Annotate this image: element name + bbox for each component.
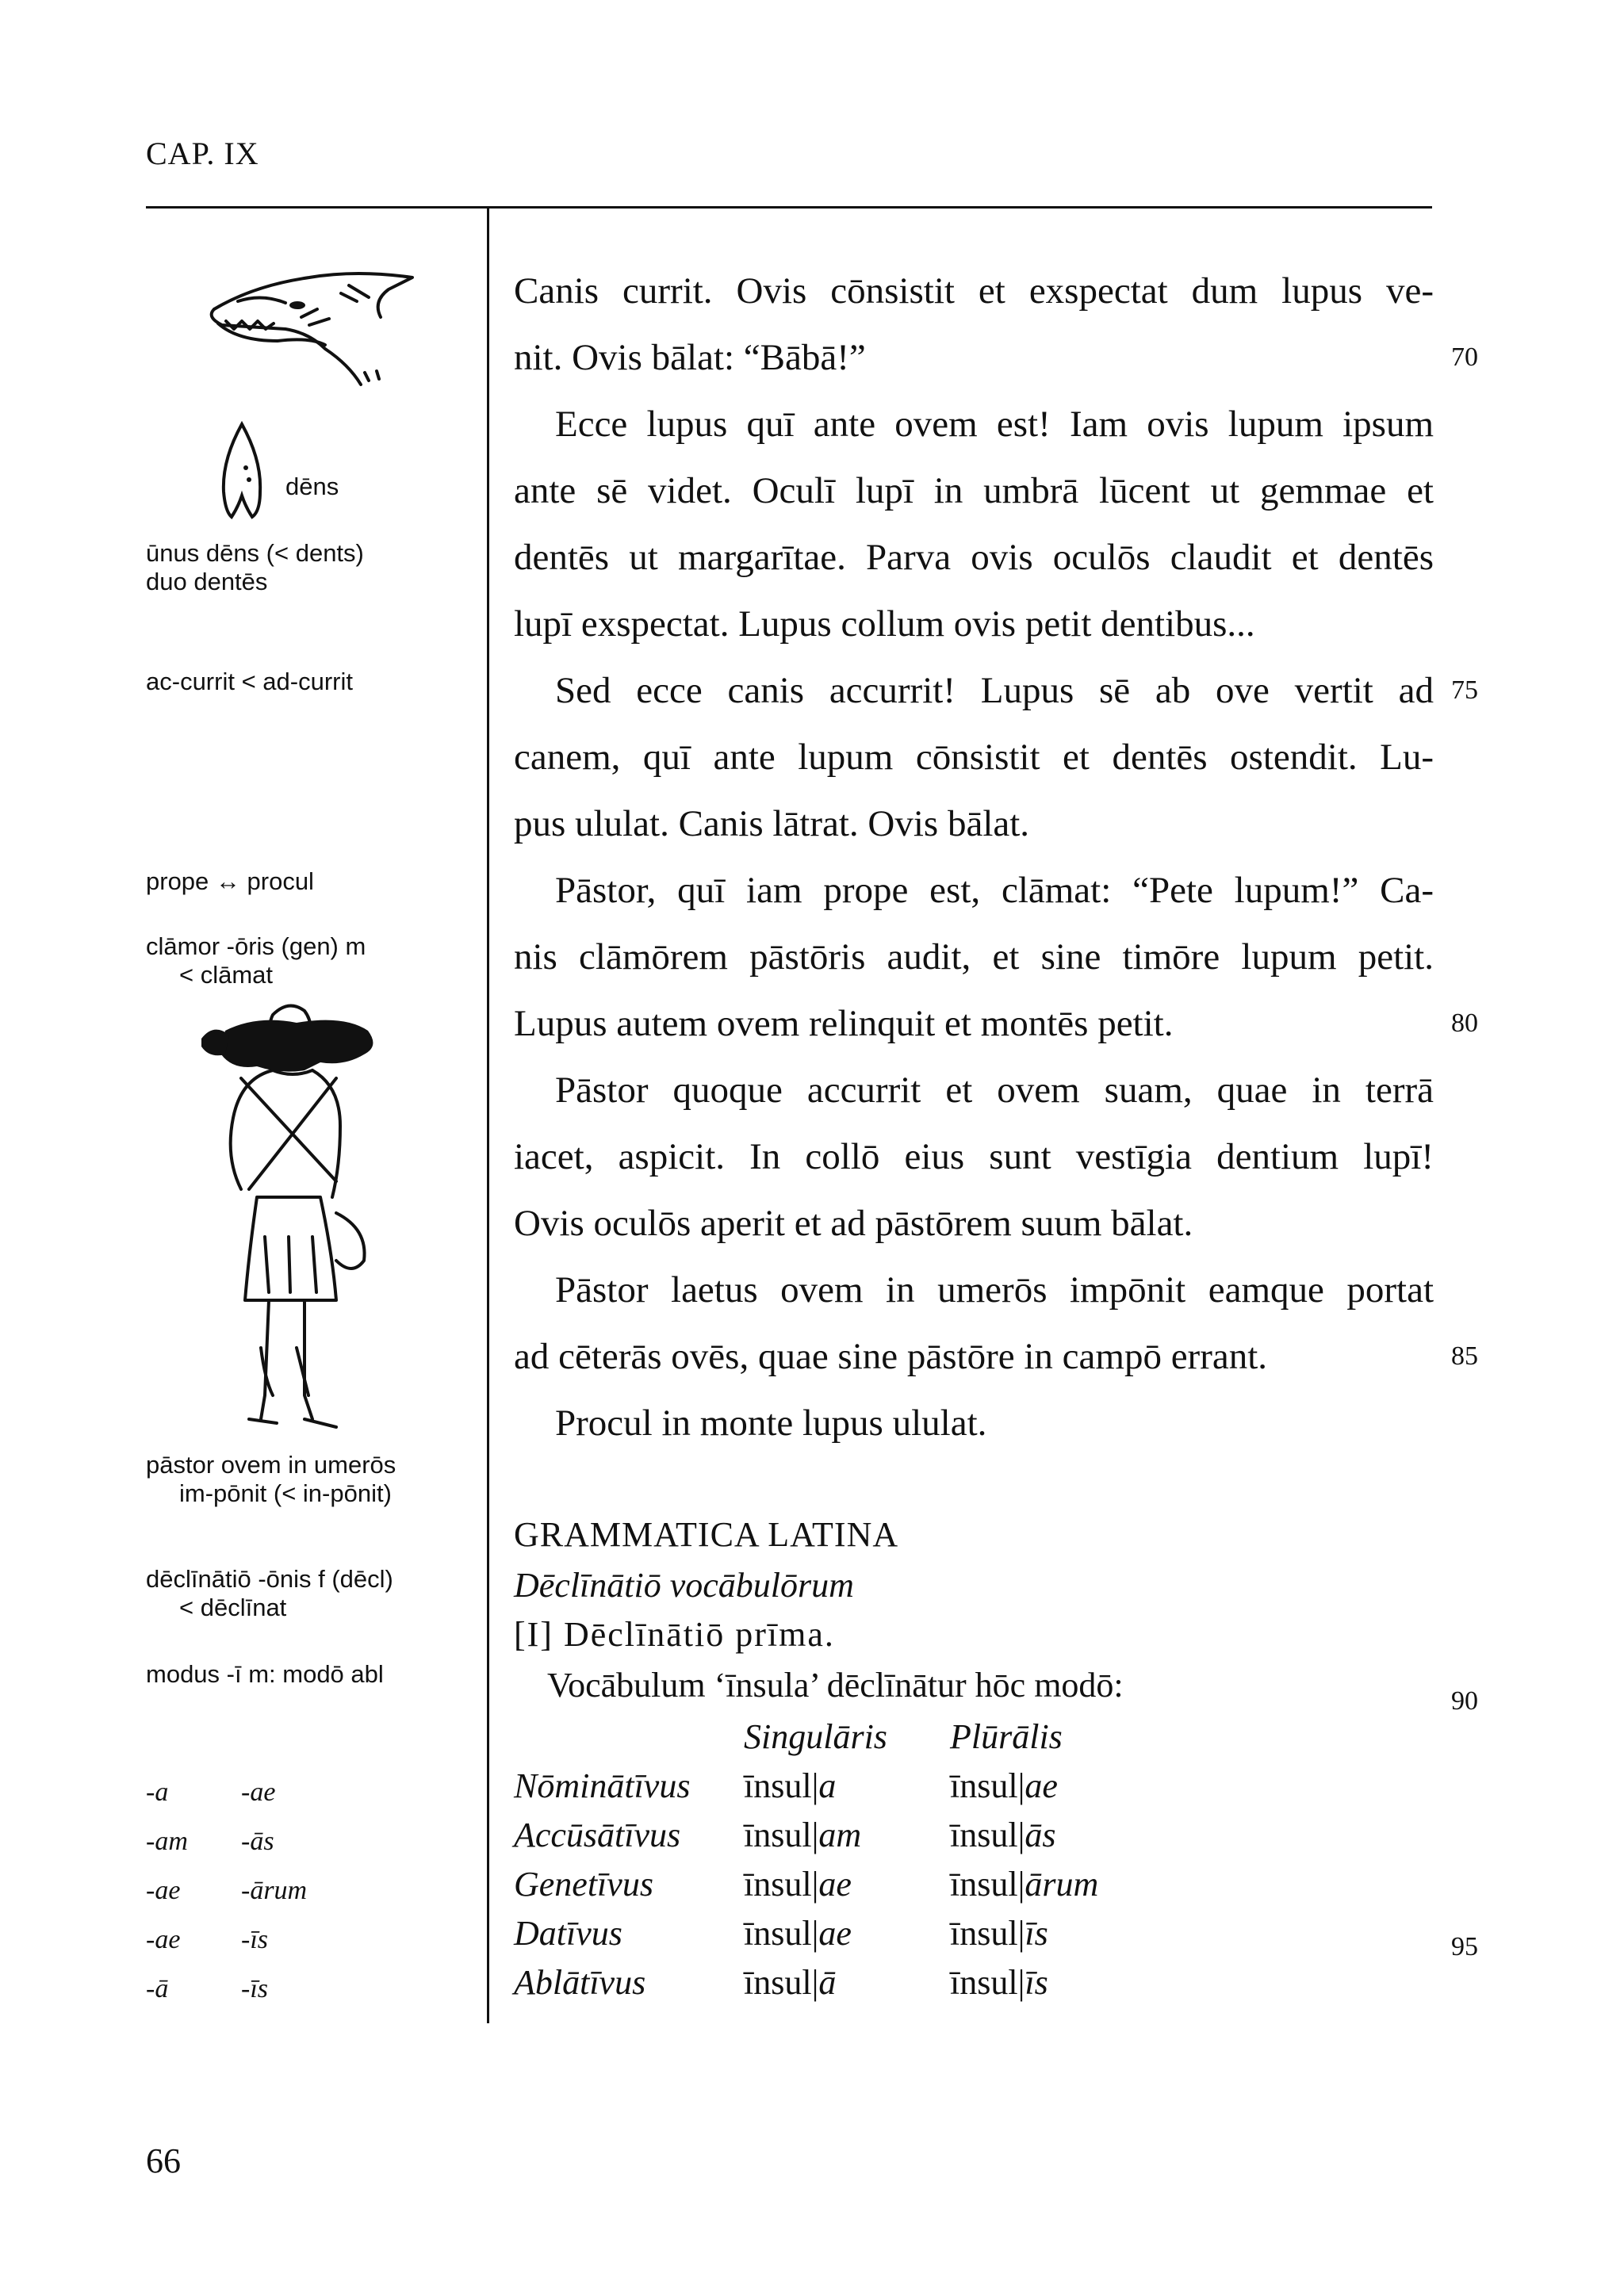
line-number: 85 [1451, 1341, 1478, 1371]
text-line: Sed ecce canis accurrit! Lupus sē ab ove vertit ad [555, 670, 1434, 711]
margin-clamor: clāmor -ōris (gen) m [146, 932, 366, 960]
singular-form: īnsul|ae [744, 1914, 852, 1953]
text-line: dentēs ut margarītae. Parva ovis oculōs claudit et dentēs [514, 537, 1434, 578]
margin-prope-procul: prope ↔ procul [146, 867, 314, 895]
text-line: ad cēterās ovēs, quae sine pāstōre in campō errant. [514, 1336, 1268, 1377]
declension-heading: [I] Dēclīnātiō prīma. [514, 1615, 835, 1654]
margin-modus: modus -ī m: modō abl [146, 1660, 384, 1688]
case-name: Nōminātīvus [514, 1766, 691, 1805]
line-number: 70 [1451, 342, 1478, 372]
text-line: Pāstor quoque accurrit et ovem suam, quae in terrā [555, 1070, 1434, 1111]
line-number: 95 [1451, 1932, 1478, 1961]
text-line: Lupus autem ovem relinquit et montēs petit. [514, 1003, 1174, 1044]
chapter-header: CAP. IX [146, 136, 259, 171]
plural-form: īnsul|ās [950, 1816, 1056, 1854]
margin-declinatio: dēclīnātiō -ōnis f (dēcl) [146, 1565, 393, 1593]
line-number: 75 [1451, 675, 1478, 705]
singular-form: īnsul|ā [744, 1963, 837, 2002]
text-line: Procul in monte lupus ululat. [555, 1402, 987, 1444]
margin-clamor-from: < clāmat [179, 961, 274, 989]
margin-declinatio-from: < dēclīnat [179, 1594, 287, 1621]
text-line: Ovis oculōs aperit et ad pāstōrem suum bālat. [514, 1203, 1193, 1244]
wolf-head-illustration [190, 254, 428, 388]
shepherd-illustration [186, 999, 384, 1443]
text-line: canem, quī ante lupum cōnsistit et dentēs ostendit. Lu- [514, 737, 1434, 778]
plural-form: īnsul|īs [950, 1963, 1048, 2002]
singular-form: īnsul|ae [744, 1865, 852, 1904]
plural-form: īnsul|ae [950, 1766, 1058, 1805]
case-name: Datīvus [514, 1914, 622, 1953]
text-line: pus ululat. Canis lātrat. Ovis bālat. [514, 803, 1030, 844]
header-singular: Singulāris [744, 1717, 887, 1756]
line-number: 90 [1451, 1686, 1478, 1716]
plural-form: īnsul|ārum [950, 1865, 1099, 1904]
top-rule [146, 206, 1432, 209]
tooth-icon [214, 420, 270, 523]
text-line: lupī exspectat. Lupus collum ovis petit dentibus... [514, 603, 1255, 645]
page-number: 66 [146, 2141, 181, 2180]
text-line: iacet, aspicit. In collō eius sunt vestīgia dentium lupī! [514, 1136, 1434, 1177]
column-divider [487, 208, 489, 2023]
case-name: Ablātīvus [514, 1963, 646, 2002]
dens-label: dēns [285, 473, 339, 500]
text-line: Canis currit. Ovis cōnsistit et exspectat dum lupus ve- [514, 270, 1434, 312]
case-name: Accūsātīvus [514, 1816, 681, 1854]
margin-pastor-caption: pāstor ovem in umerōs [146, 1451, 396, 1479]
singular-form: īnsul|a [744, 1766, 837, 1805]
plural-form: īnsul|īs [950, 1914, 1048, 1953]
case-name: Genetīvus [514, 1865, 653, 1904]
text-line: nit. Ovis bālat: “Bābā!” [514, 337, 866, 378]
singular-form: īnsul|am [744, 1816, 862, 1854]
text-line: Ecce lupus quī ante ovem est! Iam ovis lupum ipsum [555, 404, 1434, 445]
text-line: Pāstor, quī iam prope est, clāmat: “Pete lupum!” Ca- [555, 870, 1434, 911]
grammar-intro: Vocābulum ‘īnsula’ dēclīnātur hōc modō: [547, 1666, 1124, 1705]
line-number: 80 [1451, 1008, 1478, 1038]
header-plural: Plūrālis [950, 1717, 1063, 1756]
margin-duo-dentes: duo dentēs [146, 568, 268, 595]
margin-unus-dens: ūnus dēns (< dents) [146, 539, 364, 567]
text-line: Pāstor laetus ovem in umerōs impōnit eamque portat [555, 1269, 1434, 1311]
margin-accurrit: ac-currit < ad-currit [146, 668, 353, 695]
text-line: nis clāmōrem pāstōris audit, et sine timōre lupum petit. [514, 936, 1434, 978]
margin-imponit: im-pōnit (< in-pōnit) [179, 1479, 392, 1507]
text-line: ante sē videt. Oculī lupī in umbrā lūcent ut gemmae et [514, 470, 1434, 511]
grammar-subtitle: Dēclīnātiō vocābulōrum [514, 1566, 854, 1605]
grammar-title: GRAMMATICA LATINA [514, 1515, 899, 1554]
